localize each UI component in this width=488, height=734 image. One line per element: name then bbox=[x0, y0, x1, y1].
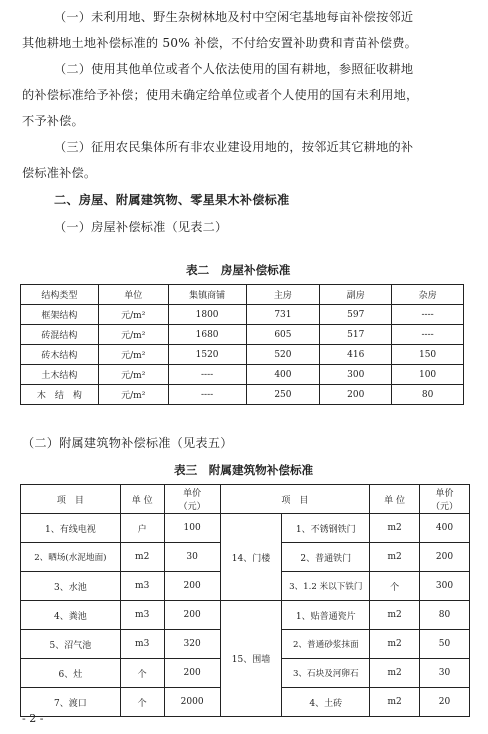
table-2-header-cell: 结构类型 bbox=[21, 285, 99, 305]
table-cell: 个 bbox=[120, 659, 164, 688]
table-cell: 3、1.2 米以下铁门 bbox=[282, 572, 370, 601]
table-cell: 7、渡口 bbox=[21, 688, 121, 717]
paragraph-3-line-1: （三）征用农民集体所有非农业建设用地的，按邻近其它耕地的补 bbox=[54, 140, 414, 154]
table-cell: 200 bbox=[420, 543, 470, 572]
table-row bbox=[21, 365, 464, 385]
table-cell: m2 bbox=[370, 688, 420, 717]
table-row bbox=[21, 345, 464, 365]
table-cell: m2 bbox=[370, 659, 420, 688]
table-cell: 400 bbox=[420, 514, 470, 543]
table-cell: 150 bbox=[392, 345, 464, 365]
table-cell: ---- bbox=[392, 305, 464, 325]
section-2-heading: 二、房屋、附属建筑物、零星果木补偿标准 bbox=[54, 193, 290, 207]
subsection-1-title: （一）房屋补偿标准（见表二） bbox=[54, 220, 228, 234]
paragraph-2-line-1: （二）使用其他单位或者个人依法使用的国有耕地，参照征收耕地 bbox=[54, 62, 414, 76]
table-cell: 2、晒场(水泥地面) bbox=[21, 543, 121, 572]
table-cell: 300 bbox=[420, 572, 470, 601]
table-3-caption: 表三 附属建筑物补偿标准 bbox=[174, 463, 314, 477]
table-cell: 30 bbox=[164, 543, 220, 572]
table-cell: 416 bbox=[320, 345, 392, 365]
table-cell: 520 bbox=[246, 345, 320, 365]
paragraph-3-line-2: 偿标准补偿。 bbox=[22, 166, 97, 180]
table-3-header-unit: 单 位 bbox=[120, 485, 164, 514]
table-cell: m2 bbox=[370, 630, 420, 659]
group-door-cell: 14、门楼 bbox=[220, 514, 282, 601]
table-cell: 1520 bbox=[168, 345, 246, 365]
table-cell: 517 bbox=[320, 325, 392, 345]
paragraph-2-line-3: 不予补偿。 bbox=[22, 114, 84, 128]
page-number: - 2 - bbox=[22, 712, 44, 725]
table-cell: 200 bbox=[320, 385, 392, 405]
table-3-header-item: 项 目 bbox=[21, 485, 121, 514]
table-cell: m3 bbox=[120, 572, 164, 601]
table-cell: 300 bbox=[320, 365, 392, 385]
table-cell: 1、贴普通瓷片 bbox=[282, 601, 370, 630]
table-cell: 2000 bbox=[164, 688, 220, 717]
table-cell: 3、石块及河卵石 bbox=[282, 659, 370, 688]
table-row bbox=[21, 601, 470, 630]
table-cell: ---- bbox=[392, 325, 464, 345]
table-2-header-cell: 杂房 bbox=[392, 285, 464, 305]
table-cell: 框架结构 bbox=[21, 305, 99, 325]
table-cell: 100 bbox=[392, 365, 464, 385]
table-row bbox=[21, 514, 470, 543]
table-cell: 砖木结构 bbox=[21, 345, 99, 365]
price-header-line-1: 单价 bbox=[435, 489, 454, 499]
table-cell: 1、有线电视 bbox=[21, 514, 121, 543]
table-cell: 1、不锈钢铁门 bbox=[282, 514, 370, 543]
table-cell: 80 bbox=[420, 601, 470, 630]
table-cell: 元/m² bbox=[98, 365, 168, 385]
table-cell: 元/m² bbox=[98, 345, 168, 365]
table-cell: m2 bbox=[370, 601, 420, 630]
table-cell: 731 bbox=[246, 305, 320, 325]
table-cell: m3 bbox=[120, 601, 164, 630]
table-cell: 砖混结构 bbox=[21, 325, 99, 345]
table-cell: 100 bbox=[164, 514, 220, 543]
table-cell: 4、粪池 bbox=[21, 601, 121, 630]
table-cell: 200 bbox=[164, 601, 220, 630]
table-2-header-cell: 主房 bbox=[246, 285, 320, 305]
table-cell: 木 结 构 bbox=[21, 385, 99, 405]
table-3-header-unit-right: 单 位 bbox=[370, 485, 420, 514]
table-2-header-row bbox=[21, 285, 464, 305]
table-cell: 400 bbox=[246, 365, 320, 385]
table-cell: 元/m² bbox=[98, 385, 168, 405]
table-cell: 80 bbox=[392, 385, 464, 405]
table-3-header-price-right bbox=[420, 485, 470, 514]
table-cell: 2、普通铁门 bbox=[282, 543, 370, 572]
table-cell: 30 bbox=[420, 659, 470, 688]
table-cell: 605 bbox=[246, 325, 320, 345]
price-header-line-2: （元） bbox=[178, 502, 206, 512]
table-row bbox=[21, 385, 464, 405]
paragraph-2-line-2: 的补偿标准给予补偿；使用未确定给单位或者个人使用的国有未利用地， bbox=[22, 88, 419, 102]
table-cell: ---- bbox=[168, 385, 246, 405]
table-3-header-price bbox=[164, 485, 220, 514]
table-2 bbox=[20, 284, 464, 405]
table-cell: 个 bbox=[370, 572, 420, 601]
table-cell: 户 bbox=[120, 514, 164, 543]
table-2-header-cell: 单位 bbox=[98, 285, 168, 305]
group-wall-cell: 15、围墙 bbox=[220, 601, 282, 717]
table-cell: 4、土砖 bbox=[282, 688, 370, 717]
table-row bbox=[21, 325, 464, 345]
table-cell: 3、水池 bbox=[21, 572, 121, 601]
table-cell: m2 bbox=[120, 543, 164, 572]
table-cell: 200 bbox=[164, 659, 220, 688]
table-cell: m2 bbox=[370, 543, 420, 572]
table-cell: 5、沼气池 bbox=[21, 630, 121, 659]
table-3-header-row bbox=[21, 485, 470, 514]
table-cell: 320 bbox=[164, 630, 220, 659]
price-header-line-2: （元） bbox=[431, 502, 459, 512]
table-cell: 250 bbox=[246, 385, 320, 405]
table-cell: 1680 bbox=[168, 325, 246, 345]
table-cell: 20 bbox=[420, 688, 470, 717]
table-cell: 6、灶 bbox=[21, 659, 121, 688]
table-cell: 50 bbox=[420, 630, 470, 659]
table-cell: ---- bbox=[168, 365, 246, 385]
table-cell: 200 bbox=[164, 572, 220, 601]
table-cell: 1800 bbox=[168, 305, 246, 325]
table-row bbox=[21, 305, 464, 325]
table-cell: 个 bbox=[120, 688, 164, 717]
table-3-header-item-right: 项 目 bbox=[220, 485, 370, 514]
paragraph-1-line-2: 其他耕地土地补偿标准的 50% 补偿，不付给安置补助费和青苗补偿费。 bbox=[22, 36, 418, 50]
table-3 bbox=[20, 484, 470, 717]
paragraph-1-line-1: （一）未利用地、野生杂树林地及村中空闲宅基地每亩补偿按邻近 bbox=[54, 10, 414, 24]
table-cell: 土木结构 bbox=[21, 365, 99, 385]
subsection-2-title: （二）附属建筑物补偿标准（见表五） bbox=[22, 436, 233, 450]
table-cell: 597 bbox=[320, 305, 392, 325]
table-cell: 2、普通砂浆抹面 bbox=[282, 630, 370, 659]
table-2-header-cell: 集镇商铺 bbox=[168, 285, 246, 305]
table-cell: 元/m² bbox=[98, 325, 168, 345]
table-2-header-cell: 副房 bbox=[320, 285, 392, 305]
table-cell: m3 bbox=[120, 630, 164, 659]
table-cell: 元/m² bbox=[98, 305, 168, 325]
table-cell: m2 bbox=[370, 514, 420, 543]
table-2-caption: 表二 房屋补偿标准 bbox=[186, 263, 291, 277]
price-header-line-1: 单价 bbox=[183, 489, 202, 499]
